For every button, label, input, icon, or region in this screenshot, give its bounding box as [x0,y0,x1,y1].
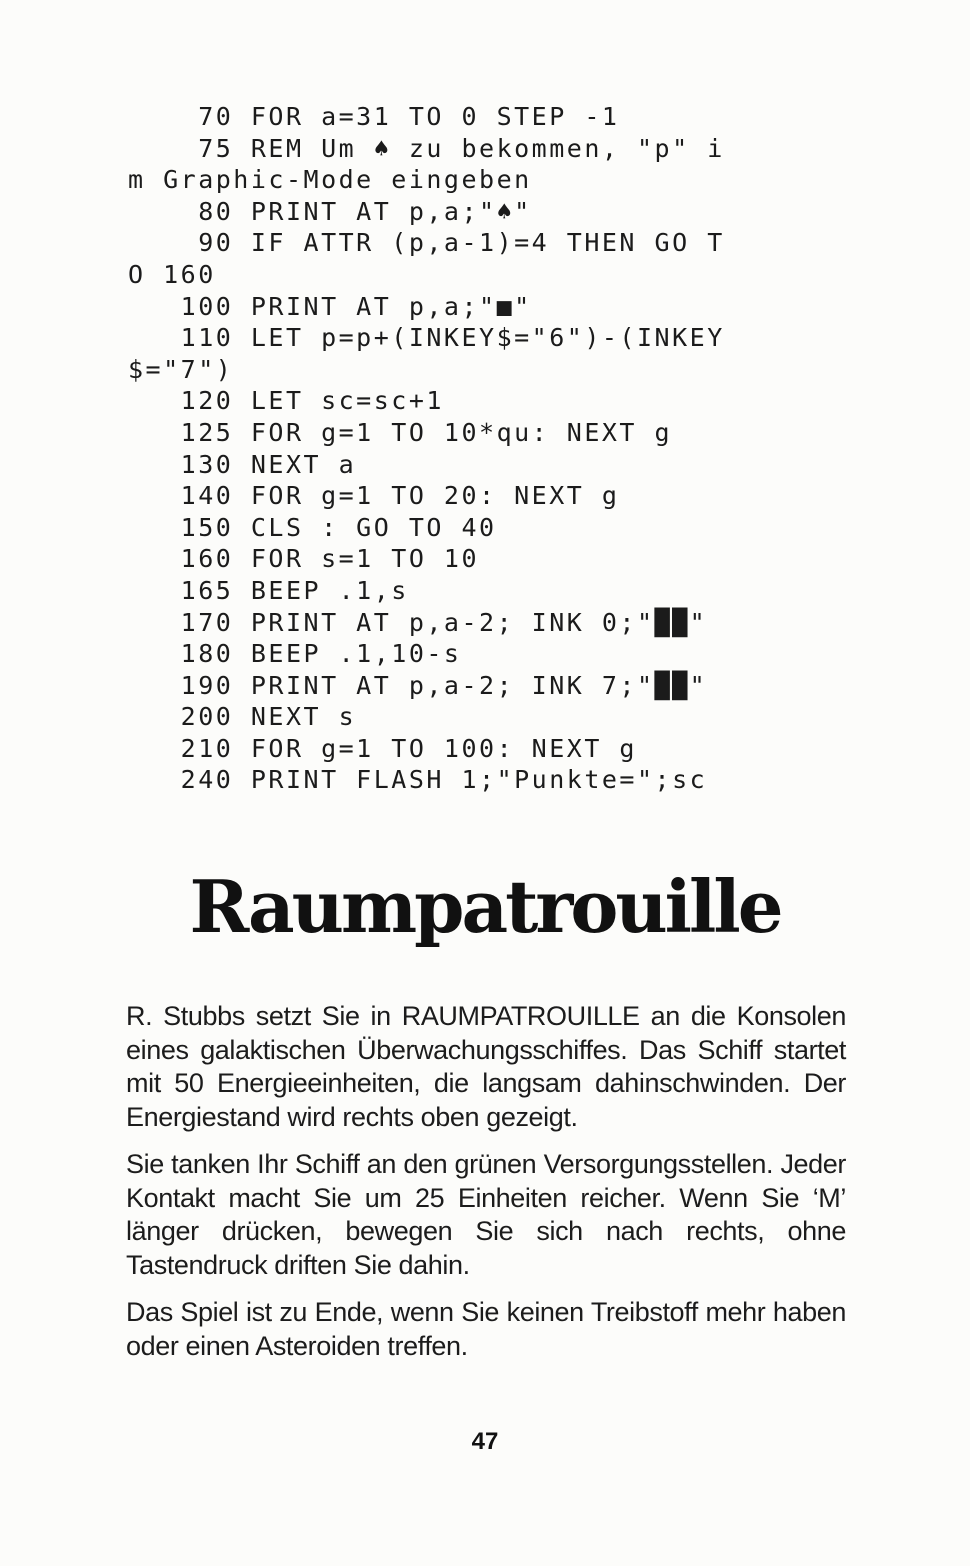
code-line: 150 CLS : GO TO 40 [128,512,497,542]
code-line: 210 FOR g=1 TO 100: NEXT g [128,733,637,763]
page-number: 47 [471,1428,499,1455]
article-body [126,1000,846,1377]
code-line: 70 FOR a=31 TO 0 STEP -1 [128,102,620,131]
article-title: Raumpatrouille [189,864,781,949]
code-line: 190 PRINT AT p,a-2; INK 7;"██" [128,670,708,700]
code-line: 170 PRINT AT p,a-2; INK 0;"██" [128,607,708,637]
code-line: 180 BEEP .1,10-s [128,639,462,669]
code-line: 90 IF ATTR (p,a-1)=4 THEN GO T [128,228,725,258]
code-line: 140 FOR g=1 TO 20: NEXT g [128,481,620,511]
code-line: 110 LET p=p+(INKEY$="6")-(INKEY [128,323,725,353]
code-line: 240 PRINT FLASH 1;"Punkte=";sc [128,765,708,795]
code-line: 80 PRINT AT p,a;"♠" [128,196,532,226]
code-line: 165 BEEP .1,s [128,575,409,605]
code-line: 200 NEXT s [128,702,357,732]
code-line: 130 NEXT a [128,449,357,479]
code-line: 100 PRINT AT p,a;"■" [128,291,532,321]
code-line: 160 FOR s=1 TO 10 [128,544,480,574]
code-line: 125 FOR g=1 TO 10*qu: NEXT g [128,417,673,447]
basic-program-listing [128,101,868,796]
paragraph: Das Spiel ist zu Ende, wenn Sie keinen Treibstoff mehr haben oder einen Asteroiden treffen. [126,1297,846,1361]
paragraph: R. Stubbs setzt Sie in RAUMPATROUILLE an die Konsolen eines galaktischen Überwachungsschiffes. Das Schiff startet mit 50 Energieeinheiten, die langsam dahinschwinden. Der Energiestand wird rechts oben gezeigt. [126,1001,846,1132]
code-line: O 160 [128,259,216,289]
code-line: 120 LET sc=sc+1 [128,386,444,416]
paragraph: Sie tanken Ihr Schiff an den grünen Versorgungsstellen. Jeder Kontakt macht Sie um 25 Einheiten reicher. Wenn Sie ‘M’ länger drücken, bewegen Sie sich nach rechts, ohne Tastendruck driften Sie dahin. [126,1149,846,1280]
code-line: $="7") [128,354,234,384]
code-line: m Graphic-Mode eingeben [128,165,532,195]
code-line: 75 REM Um ♠ zu bekommen, "p" i [128,133,725,163]
